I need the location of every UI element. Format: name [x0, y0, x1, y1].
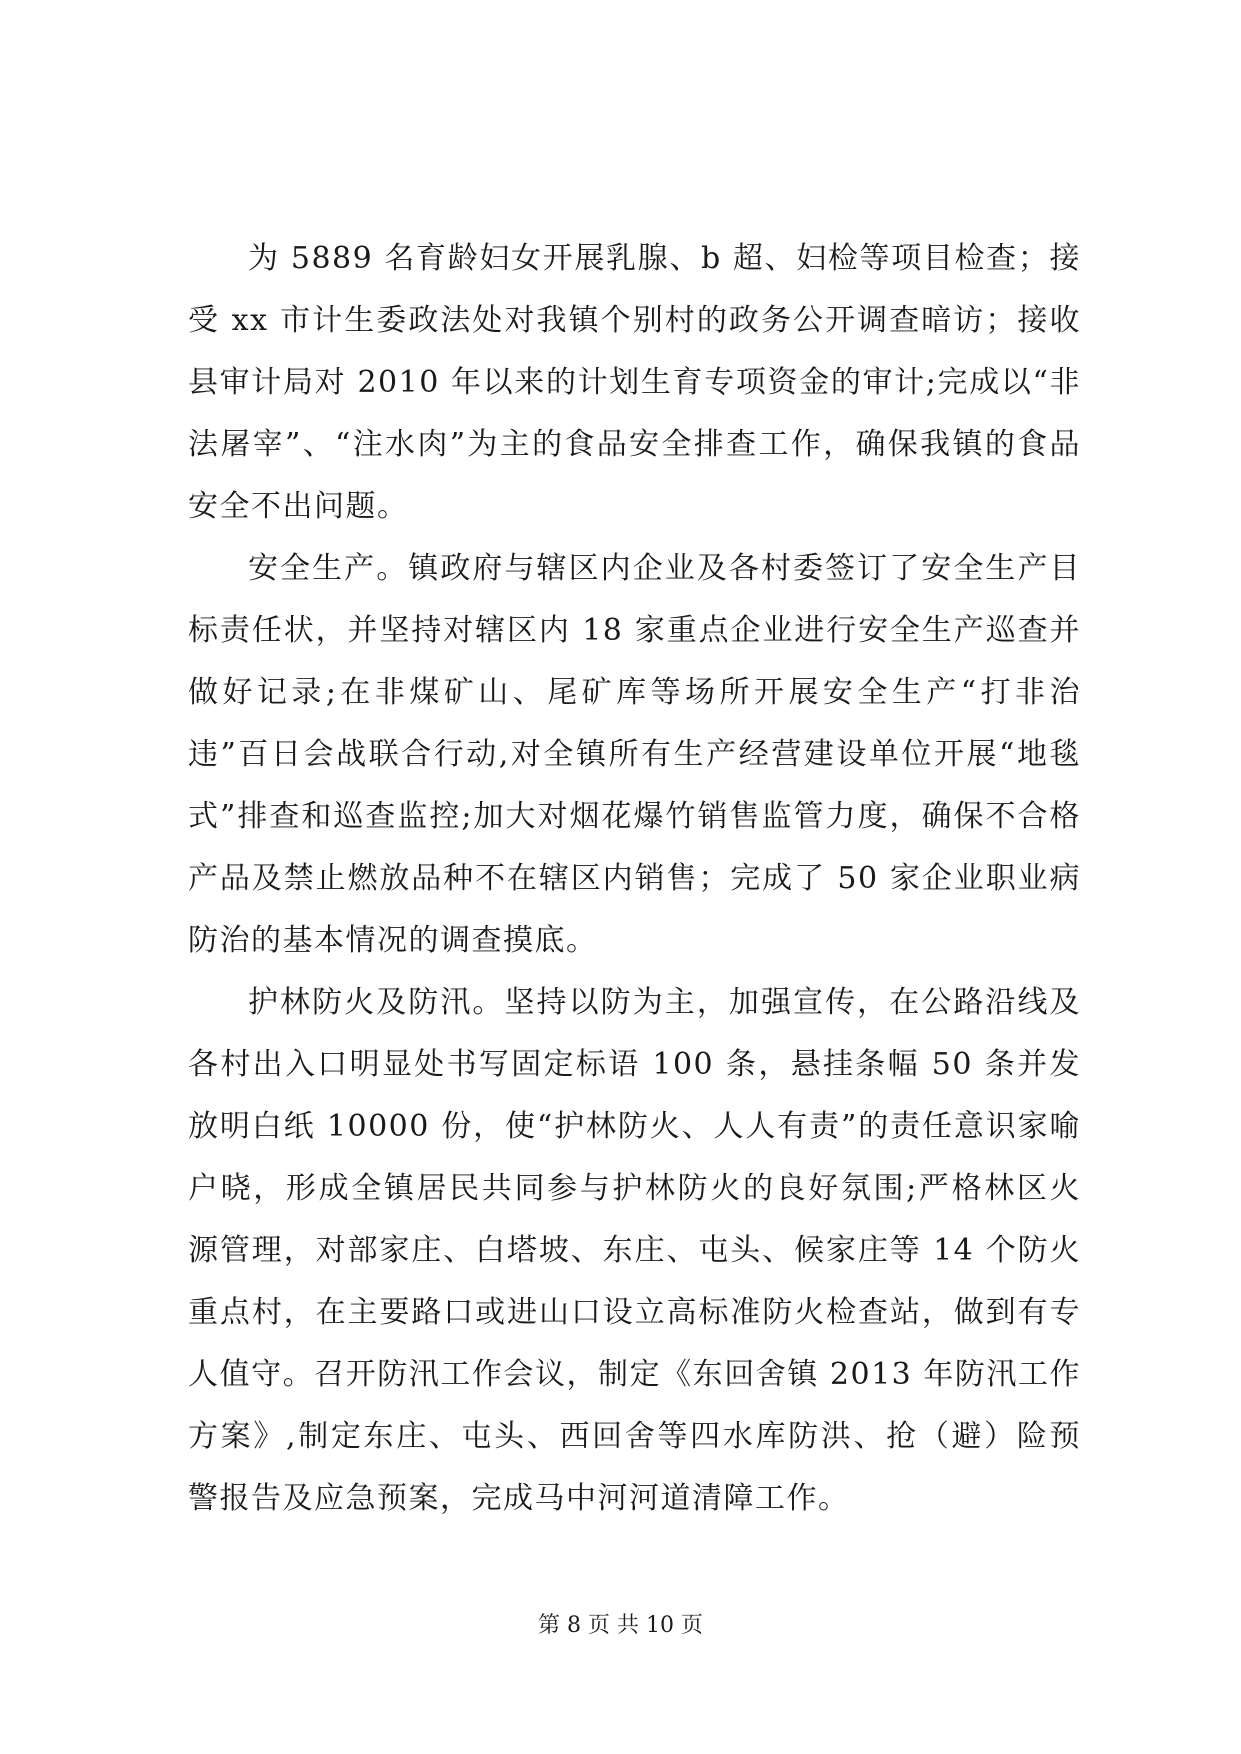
paragraph-fire-flood-prevention: 护林防火及防汛。坚持以防为主，加强宣传，在公路沿线及各村出入口明显处书写固定标语 100 条，悬挂条幅 50 条并发放明白纸 10000 份，使“护林防火、人人有责”的责任意识家喻户晓，形成全镇居民共同参与护林防火的良好氛围;严格林区火源管理，对部家庄、白塔坡、东庄、屯头、候家庄等 14 个防火重点村，在主要路口或进山口设立高标准防火检查站，做到有专人值守。召开防汛工作会议，制定《东回舍镇 2013 年防汛工作方案》,制定东庄、屯头、西回舍等四水库防洪、抢（避）险预警报告及应急预案，完成马中河河道清障工作。	[188, 985, 1081, 1516]
paragraph-health-food-safety: 为 5889 名育龄妇女开展乳腺、b 超、妇检等项目检查；接受 xx 市计生委政法处对我镇个别村的政务公开调查暗访；接收县审计局对 2010 年以来的计划生育专项资金的审计;完成以“非法屠宰”、“注水肉”为主的食品安全排查工作，确保我镇的食品安全不出问题。	[188, 241, 1081, 524]
page-number-footer: 第 8 页 共 10 页	[538, 1613, 703, 1638]
document-body	[188, 228, 1081, 1530]
paragraph-work-safety: 安全生产。镇政府与辖区内企业及各村委签订了安全生产目标责任状，并坚持对辖区内 18 家重点企业进行安全生产巡查并做好记录;在非煤矿山、尾矿库等场所开展安全生产“打非治违”百日会战联合行动,对全镇所有生产经营建设单位开展“地毯式”排查和巡查监控;加大对烟花爆竹销售监管力度，确保不合格产品及禁止燃放品种不在辖区内销售；完成了 50 家企业职业病防治的基本情况的调查摸底。	[188, 551, 1081, 958]
